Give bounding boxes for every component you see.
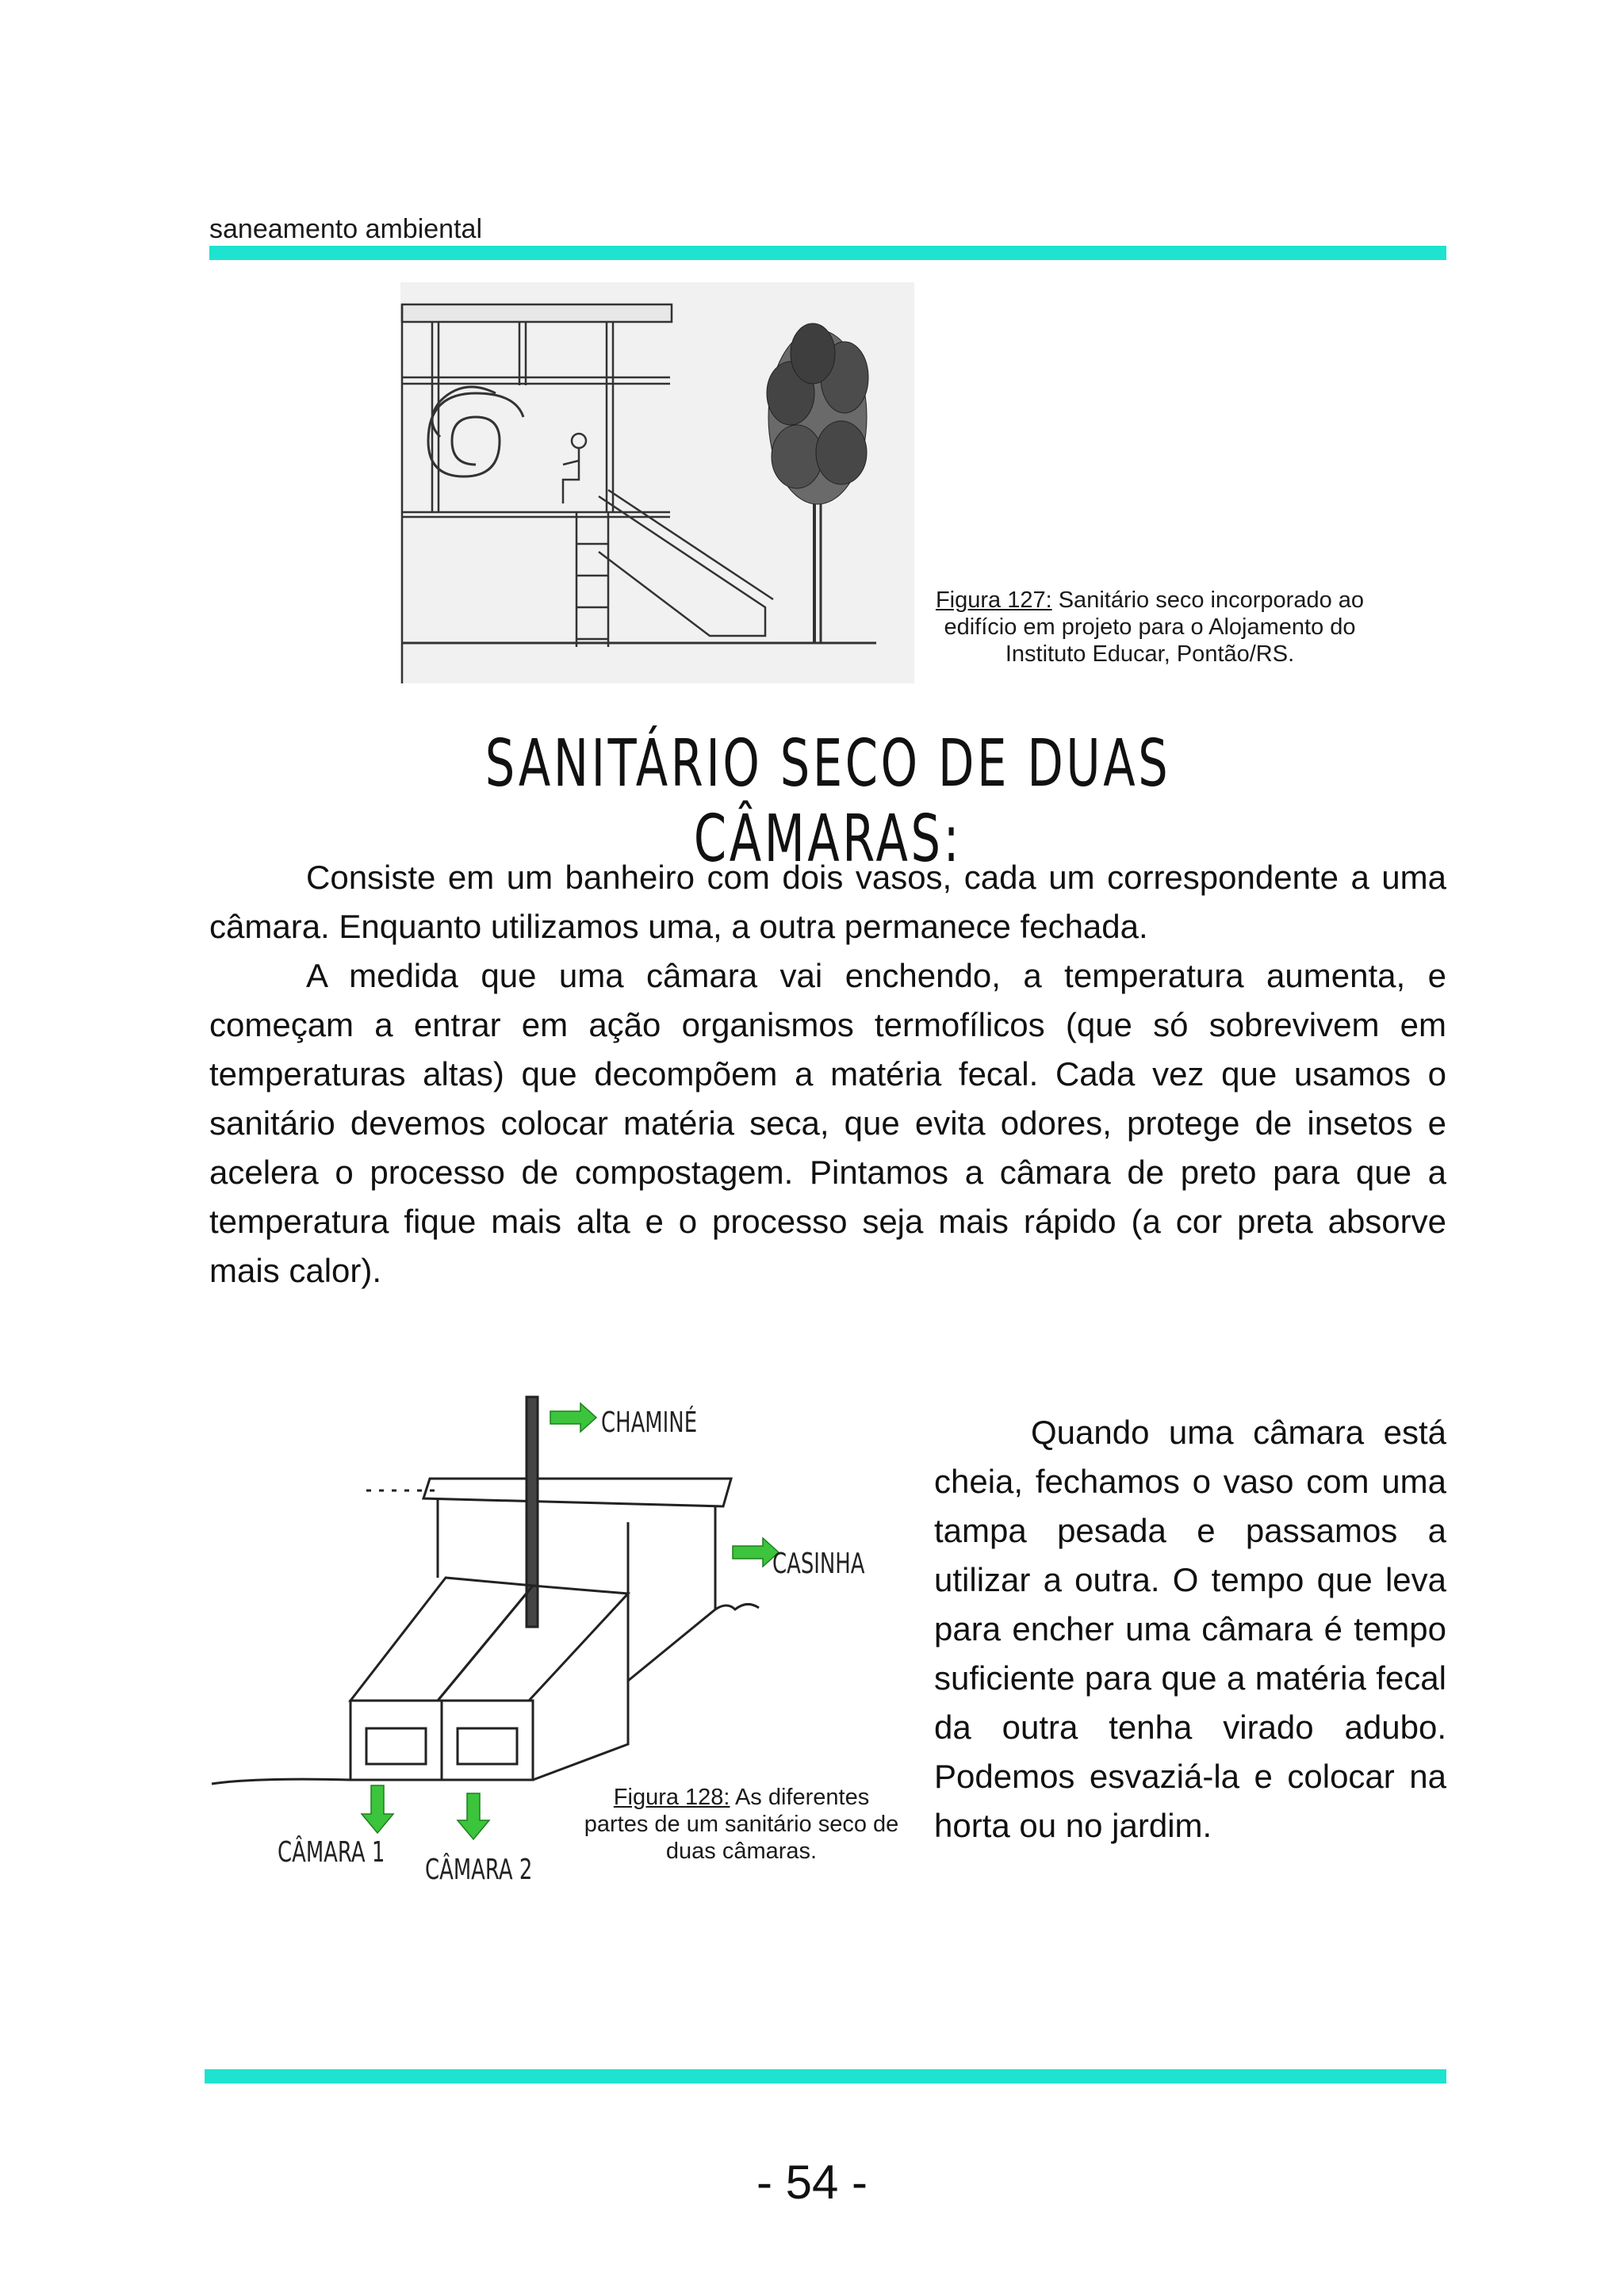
figure-127-caption-text: Sanitário seco incorporado ao edifício em projeto para o Alojamento do Instituto Educar, Pontão/RS. [944,587,1365,667]
figure-128-caption [583,1784,900,1865]
figure-127-drawing [400,282,914,683]
label-chamber-1: CÂMARA 1 [278,1835,385,1869]
paragraph-2: A medida que uma câmara vai enchendo, a temperatura aumenta, e começam a entrar em ação organismos termofílicos (que só sobrevivem em temperaturas altas) que decompõem a matéria fecal. Cada vez que usamos o sanitário devemos colocar matéria seca, que evita odores, protege de insetos e acelera o processo de compostagem. Pintamos a câmara de preto para que a temperatura fique mais alta e o processo seja mais rápido (a cor preta absorve mais calor). [209,957,1446,1289]
side-body-text [934,1408,1446,1850]
figure-128-label: Figura 128: [613,1785,730,1810]
top-rule [209,246,1446,260]
paragraph-1: Consiste em um banheiro com dois vasos, cada um correspondente a uma câmara. Enquanto utilizamos uma, a outra permanece fechada. [209,859,1446,945]
page-number: - 54 - [756,2156,868,2209]
label-chimney: CHAMINÉ [601,1406,698,1440]
main-body-text [209,853,1446,1295]
section-title: SANITÁRIO SECO DE DUAS CÂMARAS: [485,726,1171,877]
label-chamber-2: CÂMARA 2 [425,1853,533,1887]
dry-toilet-building-illustration [400,282,914,683]
figure-127-caption [912,587,1388,668]
figure-128-caption-text: As diferentes partes de um sanitário seco de duas câmaras. [584,1785,899,1864]
running-header: saneamento ambiental [209,214,483,244]
label-house: CASINHA [772,1547,865,1581]
side-paragraph: Quando uma câmara está cheia, fechamos o vaso com uma tampa pesada e passamos a utilizar a outra. O tempo que leva para encher uma câmara é tempo suficiente para que a matéria fecal da outra tenha virado adubo. Podemos esvaziá-la e colocar na horta ou no jardim. [934,1414,1446,1844]
figure-127-label: Figura 127: [935,587,1052,613]
bottom-rule [205,2069,1446,2084]
